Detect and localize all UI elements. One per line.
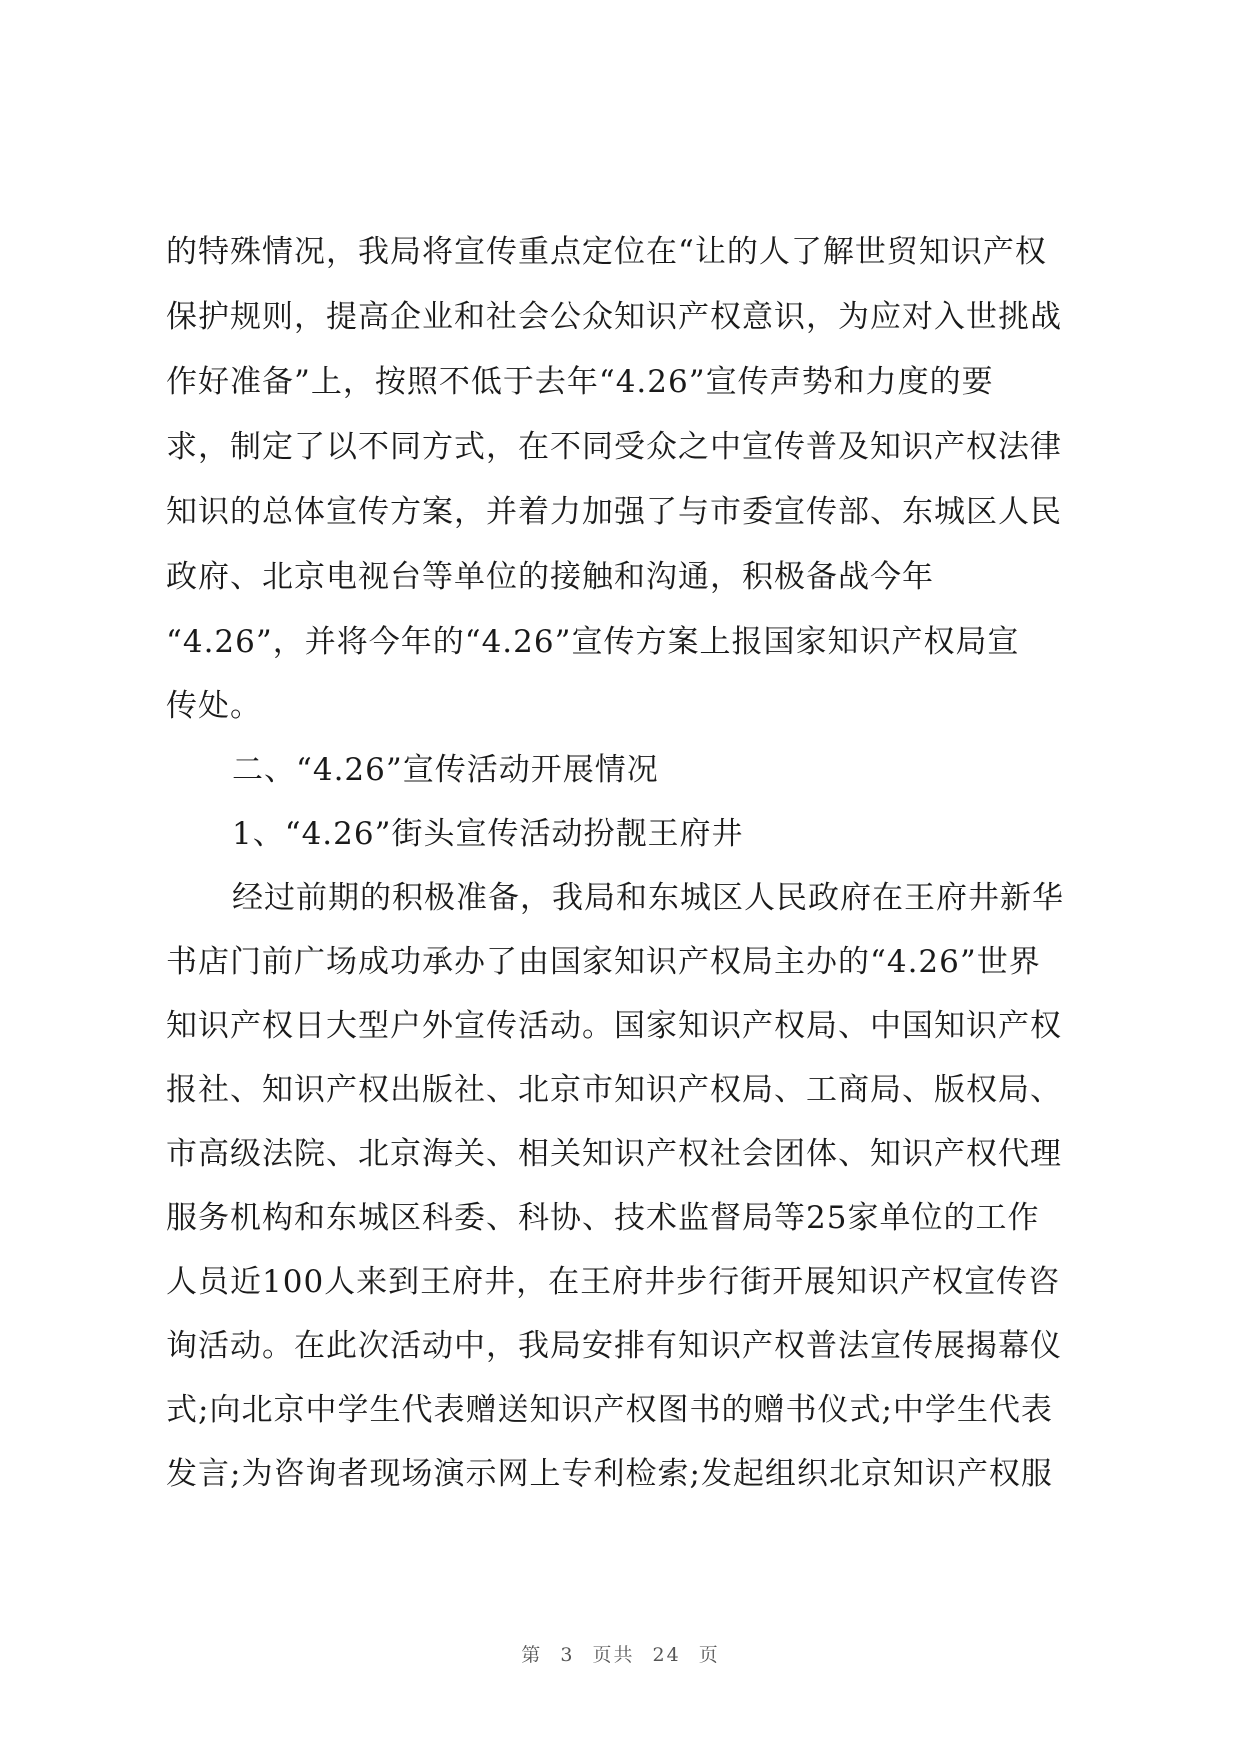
page-number-footer: 第 3 页共 24 页 xyxy=(521,1644,720,1666)
body-text-line: 发言;为咨询者现场演示网上专利检索;发起组织北京知识产权服 xyxy=(166,1456,1053,1492)
body-text-line: 保护规则，提高企业和社会公众知识产权意识，为应对入世挑战 xyxy=(166,299,1062,335)
body-text-line: 知识产权日大型户外宣传活动。国家知识产权局、中国知识产权 xyxy=(166,1008,1062,1044)
body-text-line: 作好准备”上，按照不低于去年“4.26”宣传声势和力度的要 xyxy=(166,364,994,400)
body-text-line: 传处。 xyxy=(166,688,262,724)
body-text-line: 市高级法院、北京海关、相关知识产权社会团体、知识产权代理 xyxy=(166,1136,1062,1172)
body-text-line: 政府、北京电视台等单位的接触和沟通，积极备战今年 xyxy=(166,559,934,595)
body-text-line: “4.26”，并将今年的“4.26”宣传方案上报国家知识产权局宣 xyxy=(166,624,1020,660)
section-heading: 二、“4.26”宣传活动开展情况 xyxy=(232,752,659,788)
body-text-line: 询活动。在此次活动中，我局安排有知识产权普法宣传展揭幕仪 xyxy=(166,1328,1062,1364)
body-text-line: 式;向北京中学生代表赠送知识产权图书的赠书仪式;中学生代表 xyxy=(166,1392,1053,1428)
body-text-line: 报社、知识产权出版社、北京市知识产权局、工商局、版权局、 xyxy=(166,1072,1062,1108)
body-text-line: 服务机构和东城区科委、科协、技术监督局等25家单位的工作 xyxy=(166,1200,1040,1236)
body-text-line: 的特殊情况，我局将宣传重点定位在“让的人了解世贸知识产权 xyxy=(166,234,1047,270)
subsection-heading: 1、“4.26”街头宣传活动扮靓王府井 xyxy=(232,816,744,852)
body-text-line: 经过前期的积极准备，我局和东城区人民政府在王府井新华 xyxy=(232,880,1064,916)
body-text-line: 求，制定了以不同方式，在不同受众之中宣传普及知识产权法律 xyxy=(166,429,1062,465)
body-text-line: 书店门前广场成功承办了由国家知识产权局主办的“4.26”世界 xyxy=(166,944,1041,980)
body-text-line: 人员近100人来到王府井，在王府井步行街开展知识产权宣传咨 xyxy=(166,1264,1061,1300)
body-text-line: 知识的总体宣传方案，并着力加强了与市委宣传部、东城区人民 xyxy=(166,494,1062,530)
